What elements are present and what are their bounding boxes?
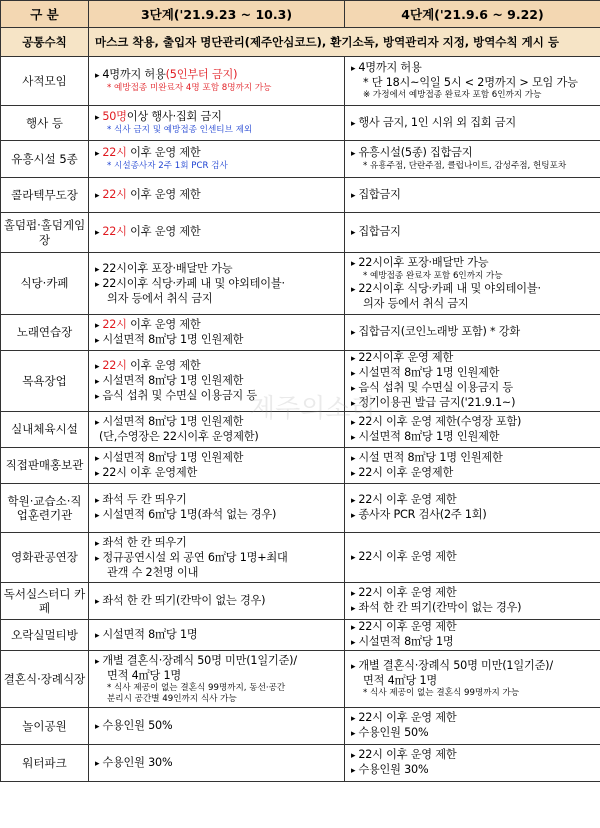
rule-text xyxy=(95,146,344,161)
note-text: * 유흥주점, 단란주점, 클럽나이트, 감성주점, 헌팅포차 xyxy=(363,161,567,171)
rule-text: 이후 운영 제한 xyxy=(130,358,201,372)
note-text: * 예방접종 미완료자 4명 포함 8명까지 가능 xyxy=(107,83,272,93)
table-row xyxy=(1,620,600,651)
rule-text xyxy=(95,68,344,83)
table-row xyxy=(1,651,600,708)
stage4-cell xyxy=(345,412,600,448)
rule-text: 22시 xyxy=(102,225,127,238)
rule-text: 22시 xyxy=(102,187,127,201)
stage3-cell xyxy=(89,253,345,315)
table-row xyxy=(1,253,600,315)
rule-text: ▸ 시설면적 6㎡당 1명(좌석 없는 경우) xyxy=(95,508,344,523)
common-text: 마스크 착용, 출입자 명단관리(제주안심코드), 환기소독, 방역관리자 지정, 방역수칙 게시 등 xyxy=(89,28,600,57)
rule-text: 이후 운영 제한 xyxy=(130,225,201,238)
note-text: * 식사 금지 및 예방접종 인센티브 제외 xyxy=(107,125,253,135)
stage4-cell xyxy=(345,351,600,412)
row-category: 직접판매홍보관 xyxy=(1,448,89,484)
rule-text: 이후 운영 제한 xyxy=(130,317,201,331)
rule-text: ▸ 22시 이후 운영 제한 xyxy=(351,748,600,763)
rule-text: ▸ 좌석 한 칸 띄기(칸막이 없는 경우) xyxy=(351,601,600,616)
rule-text: ▸ 유흥시설(5종) 집합금지 xyxy=(351,146,600,161)
stage3-cell xyxy=(89,178,345,213)
note-text: * 시설종사자 2주 1회 PCR 검사 xyxy=(107,161,228,171)
rule-text: ▸ 좌석 한 칸 띄우기 xyxy=(95,536,344,551)
rule-text: ▸ 행사 금지, 1인 시위 외 집회 금지 xyxy=(351,116,600,131)
rule-text xyxy=(95,225,344,240)
note-text: * 식사 제공이 없는 결혼식 99명까지, 동선·공간 xyxy=(107,682,286,693)
table-row xyxy=(1,141,600,178)
stage3-cell xyxy=(89,583,345,620)
note-text: 분리시 공간별 49인까지 식사 가능 xyxy=(107,693,237,704)
rule-text: ▸ 22시이후 식당·카페 내 및 야외테이블· xyxy=(95,277,344,292)
rule-text: ▸ 22시 이후 운영 제한(수영장 포함) xyxy=(351,415,600,430)
rule-text xyxy=(95,359,344,374)
row-category: 유흥시설 5종 xyxy=(1,141,89,178)
watermark: 제주의소리 xyxy=(250,394,376,424)
stage4-cell xyxy=(345,533,600,583)
stage4-cell xyxy=(345,484,600,533)
row-category: 워터파크 xyxy=(1,745,89,782)
table-row xyxy=(1,448,600,484)
table-row xyxy=(1,533,600,583)
table-row xyxy=(1,178,600,213)
rule-text: ▸ 시설면적 8㎡당 1명 인원제한 xyxy=(95,333,344,348)
rule-text xyxy=(95,318,344,333)
stage3-cell xyxy=(89,533,345,583)
rule-text: ▸ 좌석 한 칸 띄기(칸막이 없는 경우) xyxy=(95,594,344,609)
rule-text: ▸ 22시 이후 운영 제한 xyxy=(351,550,600,565)
header-stage4: 4단계('21.9.6 ~ 9.22) xyxy=(345,1,600,28)
stage4-cell xyxy=(345,708,600,745)
row-category: 사적모임 xyxy=(1,57,89,106)
rule-text: (5인부터 금지) xyxy=(165,68,238,81)
rule-text: 면적 4㎡당 1명 xyxy=(107,668,181,682)
stage4-cell xyxy=(345,253,600,315)
rule-text: ▸ 시설면적 8㎡당 1명 xyxy=(351,635,600,650)
stage3-cell xyxy=(89,745,345,782)
stage4-cell xyxy=(345,315,600,351)
rule-text: ▸ 시설면적 8㎡당 1명 인원제한 xyxy=(351,366,600,381)
stage3-cell xyxy=(89,484,345,533)
stage3-cell xyxy=(89,448,345,484)
row-category: 놀이공원 xyxy=(1,708,89,745)
row-category: 영화관공연장 xyxy=(1,533,89,583)
stage4-cell xyxy=(345,448,600,484)
rule-text: ▸ 집합금지 xyxy=(351,225,600,240)
stage3-cell xyxy=(89,708,345,745)
table-row xyxy=(1,351,600,412)
row-category: 학원·교습소·직업훈련기관 xyxy=(1,484,89,533)
table-row xyxy=(1,708,600,745)
rule-text: 50명 xyxy=(102,110,127,123)
stage3-cell xyxy=(89,651,345,708)
rule-text: ▸ 종사자 PCR 검사(2주 1회) xyxy=(351,508,600,523)
rule-text: ▸ 수용인원 50% xyxy=(351,726,600,741)
rule-text: 의자 등에서 취식 금지 xyxy=(107,291,213,305)
rule-text: 4명까지 허용 xyxy=(102,68,166,81)
rule-text: ▸ 22시 이후 운영 제한 xyxy=(351,493,600,508)
row-category: 실내체육시설 xyxy=(1,412,89,448)
stage4-cell xyxy=(345,745,600,782)
rule-text: ▸ 좌석 두 칸 띄우기 xyxy=(95,493,344,508)
rule-text: ▸ 음식 섭취 및 수면실 이용금지 등 xyxy=(95,389,344,404)
rule-text: * 단 18시~익일 5시 < 2명까지 > 모임 가능 xyxy=(363,76,578,89)
row-category: 노래연습장 xyxy=(1,315,89,351)
rule-text: ▸ 22시이후 포장·배달만 가능 xyxy=(95,262,344,277)
row-category: 결혼식·장례식장 xyxy=(1,651,89,708)
stage3-cell xyxy=(89,106,345,141)
stage4-cell xyxy=(345,141,600,178)
row-category: 홀덤펍·홀덤게임장 xyxy=(1,213,89,253)
rule-text: 22시 xyxy=(102,358,127,372)
stage4-cell xyxy=(345,178,600,213)
table-row xyxy=(1,106,600,141)
rule-text: 이후 운영 제한 xyxy=(130,146,201,159)
note-text: * 식사 제공이 없는 결혼식 99명까지 가능 xyxy=(363,688,520,698)
table-row xyxy=(1,484,600,533)
rule-text: ▸ 음식 섭취 및 수면실 이용금지 등 xyxy=(351,381,600,396)
stage4-cell xyxy=(345,651,600,708)
rule-text: ▸ 22시 이후 운영 제한 xyxy=(351,711,600,726)
rule-text: ▸ 시설면적 8㎡당 1명 인원제한 xyxy=(95,374,344,389)
stage4-cell xyxy=(345,213,600,253)
rule-text: ▸ 4명까지 허용 xyxy=(351,61,600,76)
stage3-cell xyxy=(89,351,345,412)
stage3-cell xyxy=(89,620,345,651)
stage3-cell xyxy=(89,315,345,351)
header-category: 구 분 xyxy=(1,1,89,28)
rule-text: ▸ 22시 이후 운영제한 xyxy=(351,466,600,481)
rule-text: ▸ 개별 결혼식·장례식 50명 미만(1일기준)/ xyxy=(351,659,600,674)
row-category: 콜라텍무도장 xyxy=(1,178,89,213)
rule-text: ▸ 집합금지 xyxy=(351,188,600,203)
rule-text: ▸ 수용인원 50% xyxy=(95,719,344,734)
table-row xyxy=(1,315,600,351)
row-category: 목욕장업 xyxy=(1,351,89,412)
rule-text: ▸ 22시이후 식당·카페 내 및 야외테이블· xyxy=(351,282,600,297)
row-category: 독서실스터디 카페 xyxy=(1,583,89,620)
rule-text: 의자 등에서 취식 금지 xyxy=(363,297,469,310)
row-category: 행사 등 xyxy=(1,106,89,141)
rule-text: ▸ 정규공연시설 외 공연 6㎡당 1명+최대 xyxy=(95,551,344,566)
row-category: 식당·카페 xyxy=(1,253,89,315)
stage3-cell xyxy=(89,57,345,106)
rule-text: 22시 xyxy=(102,317,127,331)
table-row xyxy=(1,745,600,782)
rule-text: 관객 수 2천명 이내 xyxy=(107,565,199,579)
rule-text: ▸ 22시 이후 운영 제한 xyxy=(351,620,600,635)
common-label: 공통수칙 xyxy=(1,28,89,57)
rule-text xyxy=(95,188,344,203)
stage4-cell xyxy=(345,57,600,106)
rule-text: 이상 행사·집회 금지 xyxy=(126,110,222,123)
row-category: 오락실멀티방 xyxy=(1,620,89,651)
rule-text: ▸ 집합금지(코인노래방 포함) * 강화 xyxy=(351,325,600,340)
rule-text: ▸ 22시이후 포장·배달만 가능 xyxy=(351,256,600,271)
rule-text xyxy=(95,110,344,125)
stage3-cell xyxy=(89,141,345,178)
rule-text: ▸ 시설면적 8㎡당 1명 인원제한 xyxy=(95,415,344,430)
stage4-cell xyxy=(345,620,600,651)
rule-text: (단,수영장은 22시이후 운영제한) xyxy=(99,430,259,443)
rule-text: ▸ 시설면적 8㎡당 1명 인원제한 xyxy=(95,451,344,466)
rule-text: ▸ 시설면적 8㎡당 1명 xyxy=(95,628,344,643)
table-row xyxy=(1,57,600,106)
rule-text: ▸ 개별 결혼식·장례식 50명 미만(1일기준)/ xyxy=(95,654,344,669)
stage4-cell xyxy=(345,106,600,141)
rule-text: ▸ 시설 면적 8㎡당 1명 인원제한 xyxy=(351,451,600,466)
stage3-cell xyxy=(89,213,345,253)
rule-text: ▸ 정기이용권 발급 금지('21.9.1~) xyxy=(351,396,600,411)
rule-text: ▸ 22시 이후 운영제한 xyxy=(95,466,344,481)
note-text: * 예방접종 완료자 포함 6인까지 가능 xyxy=(363,271,503,281)
rule-text: 22시 xyxy=(102,146,127,159)
rule-text: ▸ 시설면적 8㎡당 1명 인원제한 xyxy=(351,430,600,445)
rule-text: ▸ 22시이후 운영 제한 xyxy=(351,351,600,366)
table-row xyxy=(1,583,600,620)
table-row xyxy=(1,213,600,253)
rule-text: 면적 4㎡당 1명 xyxy=(363,674,437,687)
rule-text: ▸ 수용인원 30% xyxy=(351,763,600,778)
table-row xyxy=(1,412,600,448)
stage3-cell xyxy=(89,412,345,448)
rule-text: ▸ 22시 이후 운영 제한 xyxy=(351,586,600,601)
stage4-cell xyxy=(345,583,600,620)
rule-text: ▸ 수용인원 30% xyxy=(95,756,344,771)
header-stage3: 3단계('21.9.23 ~ 10.3) xyxy=(89,1,345,28)
rule-text: 이후 운영 제한 xyxy=(130,187,201,201)
note-text: ※ 가정에서 예방접종 완료자 포함 6인까지 가능 xyxy=(363,90,542,100)
